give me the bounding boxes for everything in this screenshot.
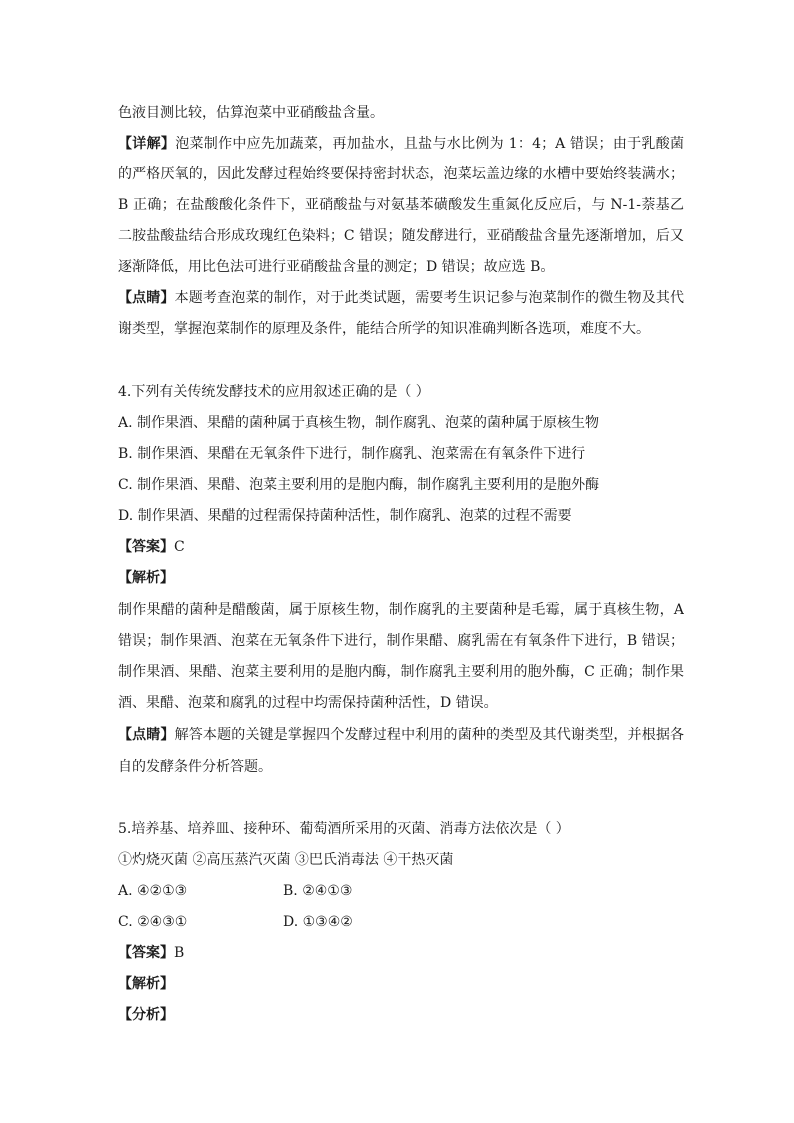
q5-option-c: C. ②④③① [118,914,188,930]
q4-analysis-line-3: 制作果酒、果醋、泡菜主要利用的是胞内酶，制作腐乳主要利用的胞外酶，C 正确；制作果 [118,664,684,680]
q4-answer-tag: 【答案】 [118,539,174,555]
prev-detail-line-2: 的严格厌氧的，因此发酵过程始终要保持密封状态，泡菜坛盖边缘的水槽中要始终装满水； [118,166,684,182]
prev-detail-line-3: B 正确；在盐酸酸化条件下，亚硝酸盐与对氨基苯磺酸发生重氮化反应后，与 N-1-萘基乙 [118,197,684,213]
q5-option-a: A. ④②①③ [118,883,188,899]
q4-analysis-line-1: 制作果醋的菌种是醋酸菌，属于原核生物，制作腐乳的主要菌种是毛霉，属于真核生物，A [118,602,684,618]
q4-stem: 4.下列有关传统发酵技术的应用叙述正确的是（ ） [118,384,430,400]
point-tag: 【点睛】 [118,290,175,306]
q4-option-c: C. 制作果酒、果醋、泡菜主要利用的是胞内酶，制作腐乳主要利用的是胞外酶 [118,477,600,493]
q5-analysis-tag: 【解析】 [118,976,174,992]
q4-point-line-1 [118,725,684,745]
point-text: 本题考查泡菜的制作，对于此类试题，需要考生识记参与泡菜制作的微生物及其代 [174,290,684,306]
prev-detail-line-4: 二胺盐酸盐结合形成玫瑰红色染料；C 错误；随发酵进行，亚硝酸盐含量先逐渐增加，后又 [118,228,684,244]
q4-point-text: 解答本题的关键是掌握四个发酵过程中利用的菌种的类型及其代谢类型，并根据各 [174,727,684,743]
q5-answer-tag: 【答案】 [118,945,174,961]
q4-option-b: B. 制作果酒、果醋在无氧条件下进行，制作腐乳、泡菜需在有氧条件下进行 [118,446,586,462]
q4-option-d: D. 制作果酒、果醋的过程需保持菌种活性，制作腐乳、泡菜的过程不需要 [118,508,572,524]
q5-option-d: D. ①③④② [283,914,353,930]
q4-answer-value: C [174,539,185,555]
prev-continuation-line: 色液目测比较，估算泡菜中亚硝酸盐含量。 [118,105,384,121]
prev-point-line-1 [118,288,684,308]
q4-analysis-line-2: 错误；制作果酒、泡菜在无氧条件下进行，制作果醋、腐乳需在有氧条件下进行，B 错误； [118,633,684,649]
q5-option-b: B. ②④①③ [283,883,353,899]
q4-analysis-tag: 【解析】 [118,570,174,586]
prev-detail-line-5: 逐渐降低，用比色法可进行亚硝酸盐含量的测定；D 错误；故应选 B。 [118,259,555,275]
q5-answer-value: B [174,945,185,961]
q5-stem: 5.培养基、培养皿、接种环、葡萄酒所采用的灭菌、消毒方法依次是（ ） [118,821,570,837]
q4-answer [118,537,684,557]
prev-detail-line-1 [118,134,684,154]
q4-point-line-2: 自的发酵条件分析答题。 [118,759,272,775]
detail-tag: 【详解】 [118,136,176,152]
q4-analysis-line-4: 酒、果醋、泡菜和腐乳的过程中均需保持菌种活性，D 错误。 [118,695,498,711]
q4-point-tag: 【点睛】 [118,727,175,743]
q5-methods: ①灼烧灭菌 ②高压蒸汽灭菌 ③巴氏消毒法 ④干热灭菌 [118,852,454,868]
q4-option-a: A. 制作果酒、果醋的菌种属于真核生物，制作腐乳、泡菜的菌种属于原核生物 [118,415,600,431]
detail-text: 泡菜制作中应先加蔬菜，再加盐水，且盐与水比例为 1：4；A 错误；由于乳酸菌 [175,136,684,152]
prev-point-line-2: 谢类型，掌握泡菜制作的原理及条件，能结合所学的知识准确判断各选项，难度不大。 [118,321,650,337]
q5-answer [118,943,684,963]
q5-analysis2-tag: 【分析】 [118,1007,174,1023]
